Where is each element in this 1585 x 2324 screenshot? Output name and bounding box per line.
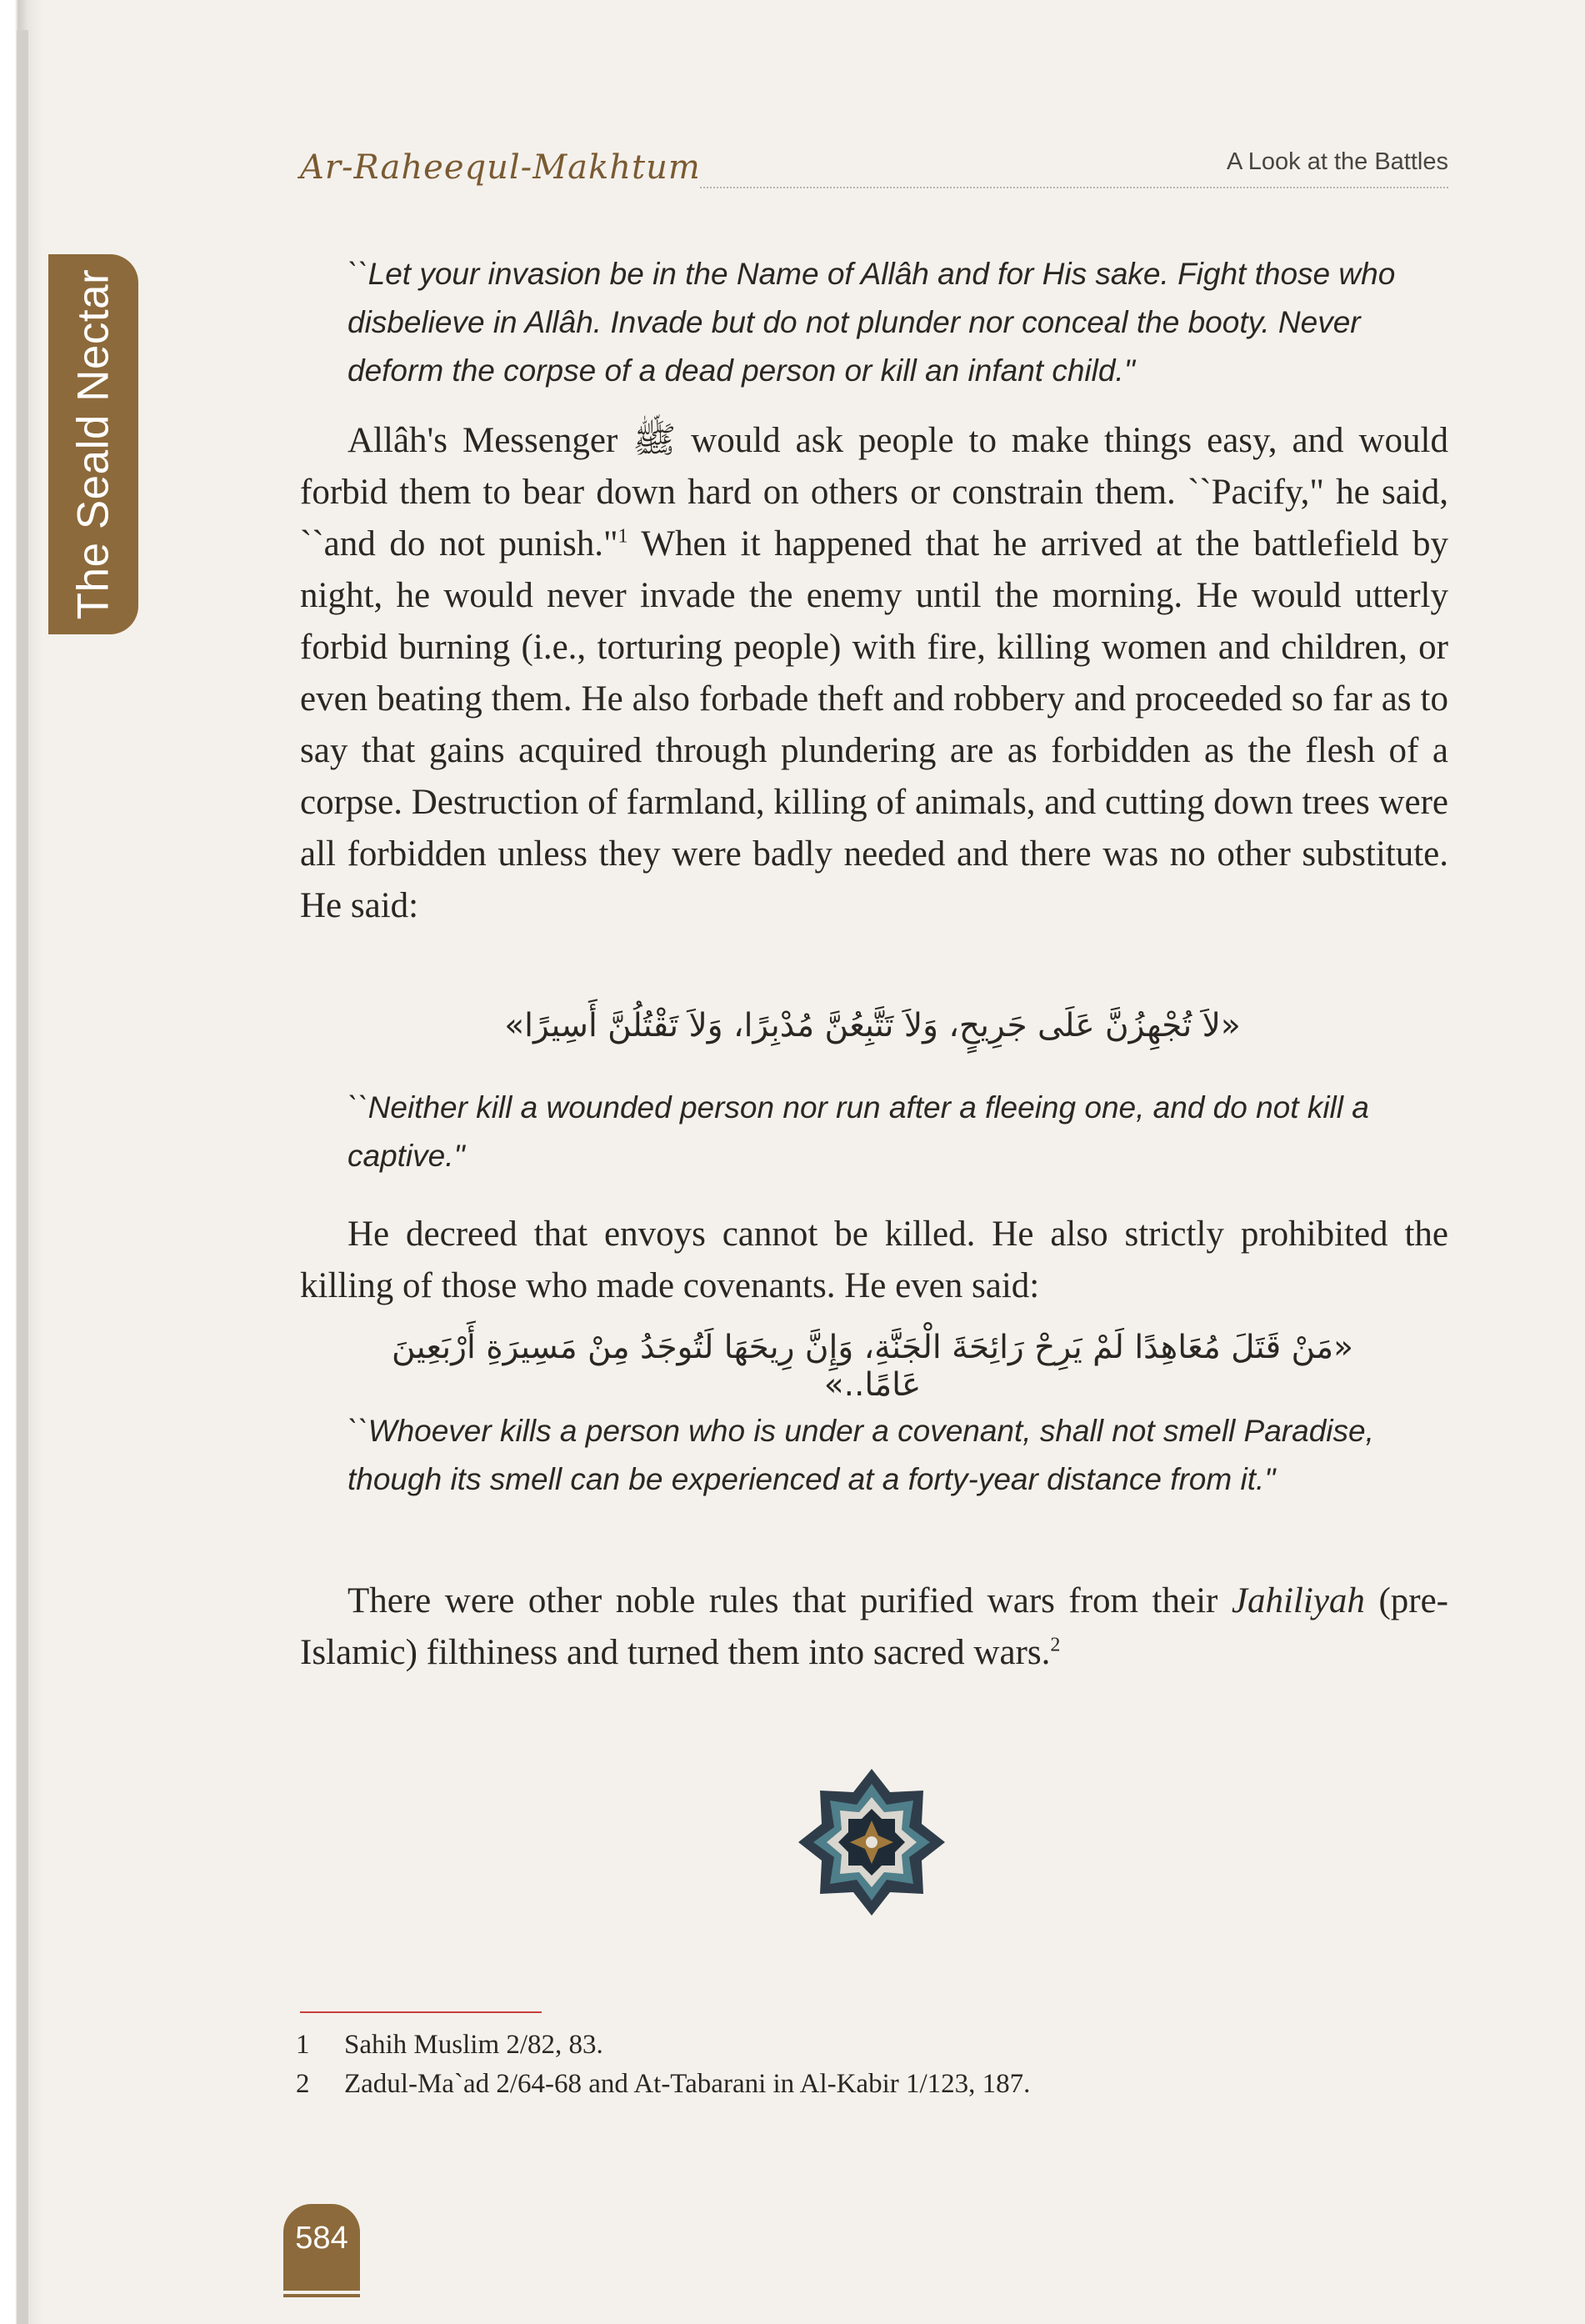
page-spine: [17, 30, 28, 2324]
ornament-rosette-icon: [797, 1767, 947, 1917]
quote-invasion: ``Let your invasion be in the Name of Allâh and for His sake. Fight those who disbelieve in Allâh. Invade but do not plunder nor conceal the booty. Never deform the corpse of a dead person or kill an infant child.": [348, 257, 1396, 388]
quote-covenant: ``Whoever kills a person who is under a covenant, shall not smell Paradise, though its smell can be experienced at a forty-year distance from it.": [348, 1414, 1374, 1496]
paragraph-messenger-text-a: Allâh's Messenger ﷺ would ask people to make things easy, and would forbid them to bear down hard on others or constrain them. ``Pacify," he said, ``and do not punish.": [300, 421, 1448, 563]
term-jahiliyah: Jahiliyah: [1231, 1581, 1365, 1620]
chapter-title: A Look at the Battles: [1226, 148, 1448, 175]
arabic-hadith-2: «مَنْ قَتَلَ مُعَاهِدًا لَمْ يَرِحْ رَائِحَةَ الْجَنَّةِ، وَإِنَّ رِيحَهَا لَتُوجَدُ مِنْ مَسِيرَةِ أَرْبَعِينَ عَامًا..»: [392, 1329, 1353, 1404]
header-dotted-rule: [700, 187, 1448, 188]
book-title: Ar-Raheequl-Makhtum: [300, 148, 701, 187]
paragraph-envoys: He decreed that envoys cannot be killed. He also strictly prohibited the killing of those who made covenants. He even said:: [300, 1215, 1448, 1305]
footnote-1: 1 Sahih Muslim 2/82, 83.: [296, 2030, 603, 2060]
paragraph-messenger: [300, 415, 1448, 932]
footnote-ref-2: 2: [1050, 1634, 1061, 1656]
running-header: [300, 148, 1448, 198]
page-number: 584: [295, 2221, 348, 2256]
paragraph-messenger-text-b: When it happened that he arrived at the battlefield by night, he would never invade the enemy until the morning. He would utterly forbid burning (i.e., torturing people) with fire, killing women and children, or even beating them. He also forbade theft and robbery and proceeded so far as to say that gains acquired through plundering are as forbidden as the flesh of a corpse. Destruction of farmland, killing of animals, and cutting down trees were all forbidden unless they were badly needed and there was no other substitute. He said:: [300, 524, 1448, 925]
paragraph-noble-rules: There were other noble rules that purified wars from their Jahiliyah (pre-Islamic) filthiness and turned them into sacred wars.$^2$: [300, 1581, 1448, 1672]
quote-wounded: ``Neither kill a wounded person nor run after a fleeing one, and do not kill a captive.": [348, 1090, 1369, 1173]
footnote-ref-1: 1: [618, 525, 628, 548]
footnotes: [296, 2026, 1446, 2104]
arabic-hadith-1: «لاَ تُجْهِزُنَّ عَلَى جَرِيحٍ، وَلاَ تَتَّبِعُنَّ مُدْبِرًا، وَلاَ تَقْتُلُنَّ أَسِيرًا»: [504, 1007, 1241, 1044]
footnote-rule: [300, 2011, 542, 2013]
footnote-2: 2 Zadul-Ma`ad 2/64-68 and At-Tabarani in Al-Kabir 1/123, 187.: [296, 2069, 1031, 2099]
page-number-underline: [283, 2294, 360, 2297]
side-tab-title: The Seald Nectar: [68, 268, 118, 620]
